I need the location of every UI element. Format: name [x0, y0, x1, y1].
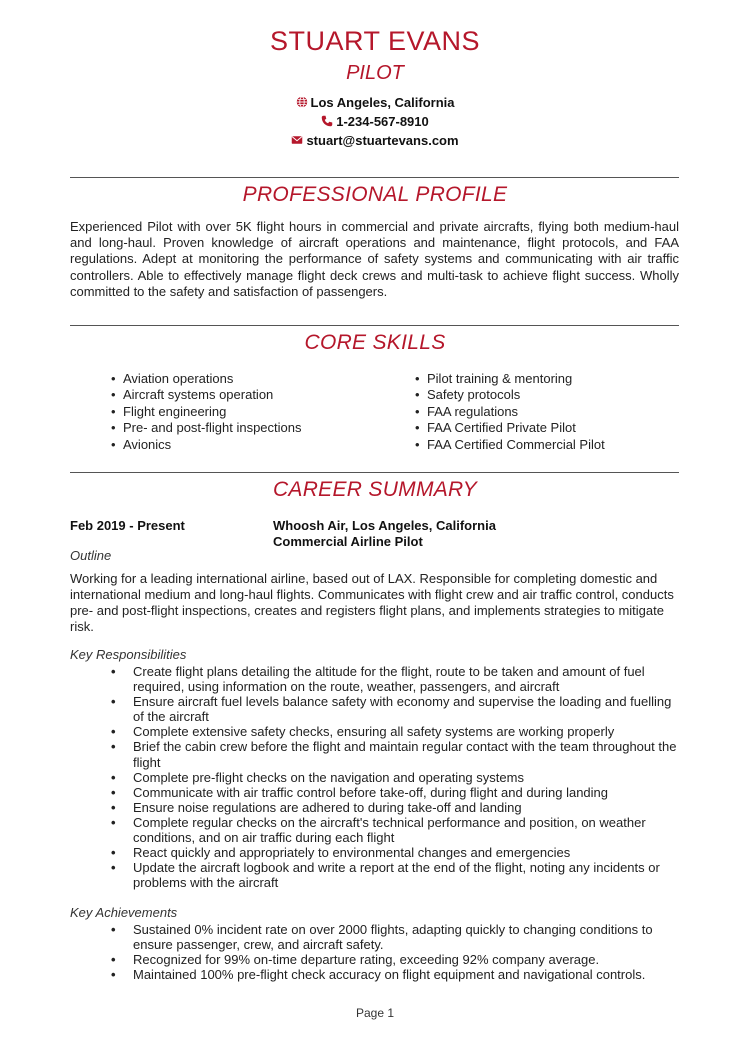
phone-icon — [321, 115, 333, 127]
section-divider — [70, 472, 679, 473]
contact-email — [0, 133, 750, 148]
list-item: • Recognized for 99% on-time departure rating, exceeding 92% company average. — [70, 952, 682, 967]
contact-location — [0, 95, 750, 110]
list-item: • Complete regular checks on the aircraft's technical performance and position, on weather conditions, and on air traffic during each flight — [70, 815, 682, 845]
skill-item: • FAA Certified Commercial Pilot — [415, 437, 605, 453]
list-item: • Create flight plans detailing the altitude for the flight, route to be taken and amount of fuel required, using information on the route, weather, passengers, and aircraft — [70, 664, 682, 694]
achievements-label: Key Achievements — [70, 905, 178, 920]
job-title: Commercial Airline Pilot — [273, 534, 423, 549]
list-item: • Communicate with air traffic control before take-off, during flight and during landing — [70, 785, 682, 800]
list-item: • React quickly and appropriately to environmental changes and emergencies — [70, 845, 682, 860]
responsibilities-label: Key Responsibilities — [70, 647, 187, 662]
location-text: Los Angeles, California — [310, 95, 455, 110]
outline-label: Outline — [70, 548, 112, 563]
section-divider — [70, 177, 679, 178]
skill-item: • Aviation operations — [111, 371, 301, 387]
list-item: • Ensure aircraft fuel levels balance safety with economy and supervise the loading and fuelling of the aircraft — [70, 694, 682, 724]
skill-item: • Pilot training & mentoring — [415, 371, 605, 387]
list-item: • Complete pre-flight checks on the navigation and operating systems — [70, 770, 682, 785]
profile-text: Experienced Pilot with over 5K flight hours in commercial and private aircrafts, flying both medium-haul and long-haul. Proven knowledge of aircraft operations and maintenance, flight protocols, and FAA regulations. Adept at monitoring the performance of safety systems and communicating with air traffic controllers. Able to effectively manage flight deck crews and multi-task to achieve flight success. Wholly committed to the safety and satisfaction of passengers. — [70, 219, 679, 299]
job-employer — [273, 518, 496, 550]
skills-list-left — [111, 371, 301, 453]
candidate-role: PILOT — [346, 62, 404, 84]
skill-item: • FAA Certified Private Pilot — [415, 420, 605, 436]
section-divider — [70, 325, 679, 326]
page-number: Page 1 — [355, 1006, 395, 1020]
profile-heading: PROFESSIONAL PROFILE — [242, 183, 508, 206]
list-item: • Ensure noise regulations are adhered to during take-off and landing — [70, 800, 682, 815]
skill-item: • Safety protocols — [415, 387, 605, 403]
list-item: • Brief the cabin crew before the flight and maintain regular contact with the team throughout the flight — [70, 739, 682, 769]
career-heading: CAREER SUMMARY — [272, 478, 478, 501]
email-link[interactable]: stuart@stuartevans.com — [306, 133, 459, 148]
skill-item: • Aircraft systems operation — [111, 387, 301, 403]
skill-item: • Flight engineering — [111, 404, 301, 420]
achievements-list — [70, 922, 682, 982]
contact-phone — [0, 114, 750, 129]
list-item: • Complete extensive safety checks, ensuring all safety systems are working properly — [70, 724, 682, 739]
job-company: Whoosh Air, Los Angeles, California — [273, 518, 496, 533]
list-item: • Maintained 100% pre-flight check accuracy on flight equipment and navigational controls. — [70, 967, 682, 982]
job-dates: Feb 2019 - Present — [70, 518, 185, 533]
list-item: • Update the aircraft logbook and write a report at the end of the flight, noting any incidents or problems with the aircraft — [70, 860, 682, 890]
envelope-icon — [291, 134, 303, 146]
outline-text: Working for a leading international airline, based out of LAX. Responsible for completing domestic and international medium and long-haul flights. Communicates with flight crew and air traffic control, conducts pre- and post-flight inspections, creates and registers flight plans, and implements strategies to mitigate risk. — [70, 571, 674, 634]
skill-item: • Pre- and post-flight inspections — [111, 420, 301, 436]
phone-text[interactable]: 1-234-567-8910 — [336, 114, 429, 129]
skill-item: • FAA regulations — [415, 404, 605, 420]
responsibilities-list — [70, 664, 682, 890]
skills-list-right — [415, 371, 605, 453]
list-item: • Sustained 0% incident rate on over 2000 flights, adapting quickly to changing conditions to ensure passenger, crew, and aircraft safety. — [70, 922, 682, 952]
globe-icon — [296, 96, 308, 108]
skill-item: • Avionics — [111, 437, 301, 453]
skills-heading: CORE SKILLS — [304, 331, 446, 354]
candidate-name: STUART EVANS — [269, 26, 481, 56]
